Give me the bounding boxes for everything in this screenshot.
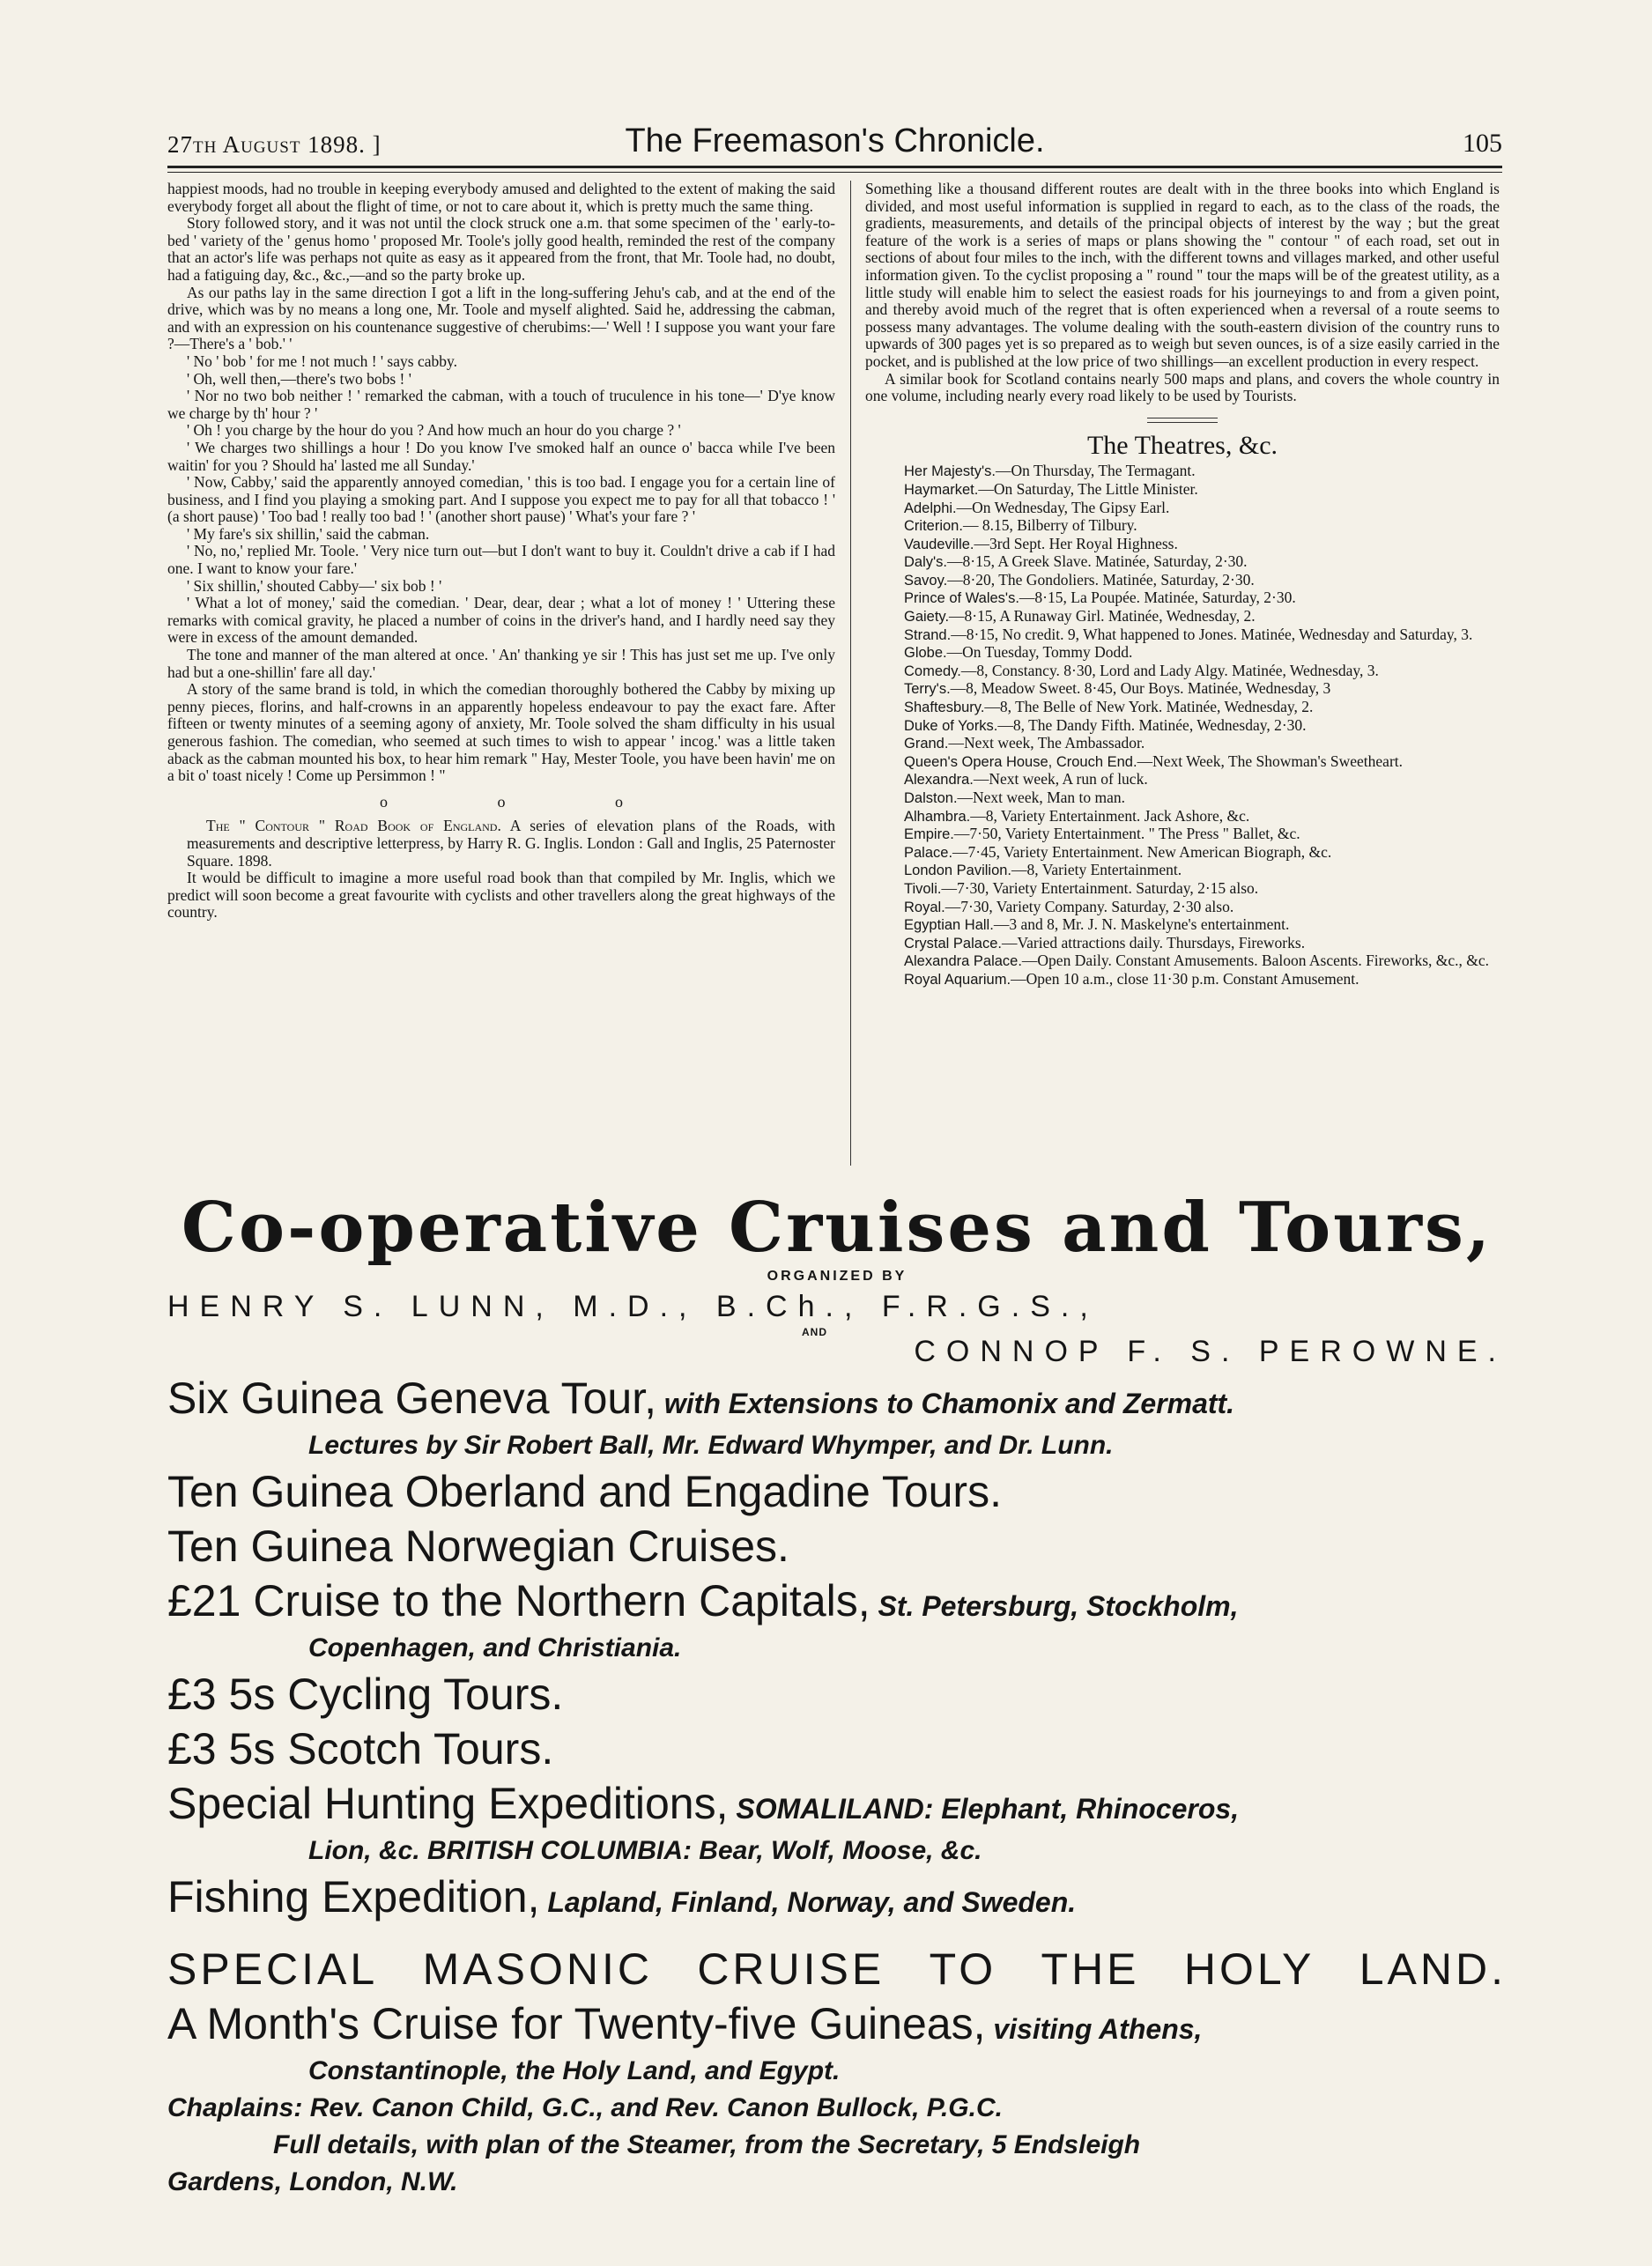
theatre-entry — [865, 826, 1500, 844]
hunting-cont: Lion, &c. BRITISH COLUMBIA: Bear, Wolf, Moose, &c. — [308, 1836, 982, 1865]
theatre-name: Empire. — [904, 826, 954, 843]
theatre-entry — [865, 553, 1500, 572]
article-paragraph: ' Oh, well then,—there's two bobs ! ' — [187, 369, 411, 388]
theatre-programme: —On Wednesday, The Gipsy Earl. — [956, 498, 1170, 516]
article-paragraph: ' No ' bob ' for me ! not much ! ' says cabby. — [187, 352, 457, 370]
masonic-heading-word: LAND. — [1359, 1944, 1507, 1994]
theatre-programme: —8, Constancy. 8·30, Lord and Lady Algy. Matinée, Wednesday, 3. — [960, 661, 1379, 679]
oberland-tours: Ten Guinea Oberland and Engadine Tours. — [167, 1467, 1002, 1516]
article-paragraph: Something like a thousand different routes are dealt with in the three books into which England is divided, and most useful information is supplied in regard to each, as to the class of the roads, the gradients, measurements, and details of the principal objects of interest by the way ; but the great feature of the work is a series of maps or plans showing the " contour " of each road, set out in sections of about four miles to the inch, with the different towns and villages marked, and other useful information given. To the cyclist proposing a " round " tour the maps will be of the greatest utility, as a little study will enable him to select the easiest roads for his journeyings to and from a given point, and thereby avoid much of the regret that is often experienced when a reversal of a route seems to possess many advantages. The volume dealing with the south-eastern division of the country runs to upwards of 300 pages yet is so prepared as to weigh but seven ounces, is of a size easily carried in the pocket, and is published at the low price of two shillings—an excellent production in every respect. — [865, 180, 1500, 370]
article-paragraph: ' Six shillin,' shouted Cabby—' six bob ! ' — [187, 576, 442, 595]
theatre-name: Terry's. — [904, 681, 951, 698]
theatre-programme: —7·30, Variety Entertainment. Saturday, 2·15 also. — [941, 878, 1259, 897]
theatre-programme: —8, Variety Entertainment. Jack Ashore, &c. — [970, 806, 1250, 825]
article-paragraph: A similar book for Scotland contains nearly 500 maps and plans, and covers the whole country in one volume, including nearly every road likely to be used by Tourists. — [865, 369, 1500, 405]
theatre-entry — [865, 808, 1500, 826]
theatre-entry — [865, 717, 1500, 736]
theatre-programme: —8, The Dandy Fifth. Matinée, Wednesday, 2·30. — [997, 715, 1307, 734]
article-paragraph: ' What a lot of money,' said the comedian. ' Dear, dear, dear ; what a lot of money ! ' Uttering these remarks with comical gravity, he placed a number of coins in the driver's hand, and I hardly need say they were in excess of the amount demanded. — [167, 594, 835, 647]
theatre-name: Haymarket. — [904, 481, 979, 498]
theatre-name: Queen's Opera House, Crouch End. — [904, 753, 1137, 770]
theatre-name: Royal. — [904, 899, 945, 915]
section-separator: o o o — [380, 792, 676, 811]
theatre-entry — [865, 644, 1500, 663]
theatre-programme: —8·20, The Gondoliers. Matinée, Saturday, 2·30. — [947, 570, 1255, 589]
northern-capitals-cont: Copenhagen, and Christiania. — [308, 1633, 682, 1662]
advertisement — [167, 1189, 1507, 2199]
article-paragraph: A story of the same brand is told, in which the comedian thoroughly bothered the Cabby by mixing up penny pieces, florins, and half-crowns in an apparently hopeless endeavour to pay the exact fare. After fifteen or twenty minutes of a seeming agony of anxiety, Mr. Toole solved the sham difficulty in his usual generous fashion. The comedian, who seemed at such times to wish to appear ' incog.' was a little taken aback as the cabman mounted his box, to hear him remark " Hay, Mester Toole, you have been havin' me on a bit o' toast nicely ! Come up Persimmon ! " — [167, 680, 835, 785]
article-paragraph: ' My fare's six shillin,' said the cabman. — [187, 524, 430, 543]
theatre-entry — [865, 626, 1500, 645]
theatre-programme: —Next Week, The Showman's Sweetheart. — [1137, 752, 1404, 770]
header-rule — [167, 166, 1502, 173]
theatre-name: Shaftesbury. — [904, 700, 985, 716]
theatre-name: Palace. — [904, 844, 953, 861]
fishing-expedition: Fishing Expedition, — [167, 1872, 540, 1922]
article-paragraph: As our paths lay in the same direction I got a lift in the long-suffering Jehu's cab, and at the end of the drive, which was by no means a long one, Mr. Toole and myself alighted. Said he, addressing the cabman, and with an expression on his countenance suggestive of cherubims:—' Well ! I suppose you want your fare ?—There's a ' bob.' ' — [167, 283, 835, 353]
theatre-programme: —8·15, A Greek Slave. Matinée, Saturday, 2·30. — [947, 552, 1248, 571]
fishing-countries: Lapland, Finland, Norway, and Sweden. — [539, 1886, 1077, 1918]
theatre-programme: — 8.15, Bilberry of Tilbury. — [962, 516, 1137, 535]
publication-title: The Freemason's Chronicle. — [625, 122, 1045, 159]
theatre-name: Tivoli. — [904, 880, 942, 897]
month-cruise: A Month's Cruise for Twenty-five Guineas, — [167, 1999, 986, 2048]
article-paragraph: ' No, no,' replied Mr. Toole. ' Very nice turn out—but I don't want to buy it. Couldn't drive a cab if I had one. I want to know your fare.' — [167, 542, 835, 578]
book-title: The " Contour " Road Book of England. — [206, 817, 501, 835]
theatre-name: Vaudeville. — [904, 536, 974, 552]
geneva-tour-line — [167, 1373, 1507, 1429]
theatre-programme: —8, The Belle of New York. Matinée, Wednesday, 2. — [984, 698, 1314, 716]
theatre-entry — [865, 536, 1500, 554]
organizer-lunn: HENRY S. LUNN, M.D., B.Ch., F.R.G.S., — [167, 1290, 1099, 1323]
masonic-heading-word: MASONIC — [422, 1944, 653, 1994]
theatre-name: Globe. — [904, 645, 947, 662]
article-paragraph: Story followed story, and it was not until the clock struck one a.m. that some specimen of the ' early-to-bed ' variety of the ' genus homo ' proposed Mr. Toole's jolly good health, reminded the rest of the company that an actor's life was perhaps not quite as easy as it appeared from the front, that Mr. Toole had, no doubt, had a fatiguing day, &c., &c.,—and so the party broke up. — [167, 214, 835, 284]
theatre-programme: —8, Variety Entertainment. — [1011, 861, 1182, 879]
advert-title: Co-operative Cruises and Tours, — [181, 1188, 1493, 1268]
theatre-entry — [865, 935, 1500, 953]
northern-capitals-line — [167, 1575, 1507, 1632]
theatre-entry — [865, 589, 1500, 608]
theatre-entry — [865, 862, 1500, 880]
geneva-extensions: with Extensions to Chamonix and Zermatt. — [656, 1388, 1235, 1419]
theatre-name: London Pavilion. — [904, 863, 1012, 879]
theatre-name: Strand. — [904, 626, 952, 643]
theatre-programme: —On Tuesday, Tommy Dodd. — [946, 643, 1133, 662]
theatre-programme: —8·15, A Runaway Girl. Matinée, Wednesday, 2. — [949, 607, 1256, 626]
article-paragraph: ' We charges two shillings a hour ! Do you know I've smoked half an ounce o' bacca while I've been waitin' for you ? Should ha' lasted me all Sunday.' — [167, 438, 835, 474]
page-header — [167, 123, 1502, 164]
theatre-entry — [865, 699, 1500, 717]
theatre-entry — [865, 952, 1500, 971]
hunting-somaliland: SOMALILAND: Elephant, Rhinoceros, — [728, 1793, 1240, 1825]
theatre-programme: —3rd Sept. Her Royal Highness. — [974, 534, 1178, 552]
theatre-name: Her Majesty's. — [904, 463, 996, 480]
details-line-1: Full details, with plan of the Steamer, from the Secretary, 5 Endsleigh — [273, 2130, 1141, 2159]
hunting-expeditions: Special Hunting Expeditions, — [167, 1779, 729, 1828]
theatre-programme: —Varied attractions daily. Thursdays, Fireworks. — [1001, 933, 1306, 952]
month-cruise-line — [167, 1998, 1507, 2055]
theatre-entry — [865, 572, 1500, 590]
theatre-name: Duke of Yorks. — [904, 717, 998, 734]
theatre-name: Savoy. — [904, 572, 948, 589]
theatre-programme: —Next week, A run of luck. — [973, 770, 1148, 789]
theatre-entry — [865, 880, 1500, 899]
northern-capitals-cities: St. Petersburg, Stockholm, — [870, 1590, 1239, 1622]
theatre-name: Prince of Wales's. — [904, 590, 1019, 607]
theatre-programme: —Next week, Man to man. — [957, 789, 1126, 806]
theatre-entry — [865, 844, 1500, 863]
theatre-entry — [865, 771, 1500, 789]
theatre-entry — [865, 789, 1500, 808]
theatre-entry — [865, 608, 1500, 626]
theatre-programme: —On Thursday, The Termagant. — [996, 462, 1196, 480]
theatre-entry — [865, 680, 1500, 699]
section-rule — [1147, 418, 1218, 423]
theatre-name: Daly's. — [904, 554, 947, 571]
theatre-name: Dalston. — [904, 790, 958, 806]
theatre-entry — [865, 463, 1500, 481]
theatre-name: Alhambra. — [904, 808, 971, 825]
organized-by-label: ORGANIZED BY — [767, 1269, 907, 1284]
masonic-cruise-heading — [167, 1944, 1507, 1995]
theatre-name: Alexandra Palace. — [904, 953, 1022, 970]
article-paragraph: happiest moods, had no trouble in keeping everybody amused and delighted to the extent of making the said everybody forget all about the flight of time, or not to care about it, which is pretty much the same thing. — [167, 180, 835, 215]
article-paragraph: It would be difficult to imagine a more useful road book than that compiled by Mr. Inglis, which we predict will soon become a great favourite with cyclists and other travellers along the great highways of the country. — [167, 869, 835, 922]
theatre-entry — [865, 971, 1500, 989]
theatre-name: Criterion. — [904, 518, 963, 535]
masonic-heading-word: SPECIAL — [167, 1944, 379, 1994]
hunting-line — [167, 1778, 1507, 1834]
northern-capitals: £21 Cruise to the Northern Capitals, — [167, 1576, 870, 1625]
theatre-programme: —8·15, La Poupée. Matinée, Saturday, 2·30. — [1019, 589, 1296, 607]
theatre-programme: —On Saturday, The Little Minister. — [978, 479, 1198, 498]
fishing-line — [167, 1871, 1507, 1928]
theatre-programme: —Open 10 a.m., close 11·30 p.m. Constant Amusement. — [1011, 969, 1359, 988]
theatre-programme: —8·15, No credit. 9, What happened to Jones. Matinée, Wednesday and Saturday, 3. — [951, 625, 1473, 643]
theatre-programme: —Next week, The Ambassador. — [948, 734, 1145, 752]
theatre-entry — [865, 481, 1500, 500]
theatre-entry — [865, 500, 1500, 518]
article-paragraph: ' Oh ! you charge by the hour do you ? And how much an hour do you charge ? ' — [187, 421, 681, 440]
theatre-list — [865, 463, 1500, 989]
theatre-entry — [865, 517, 1500, 536]
masonic-heading-word: THE — [1041, 1944, 1140, 1994]
norwegian-cruises: Ten Guinea Norwegian Cruises. — [167, 1522, 789, 1571]
theatre-entry — [865, 753, 1500, 772]
left-column — [167, 181, 835, 922]
theatre-name: Comedy. — [904, 663, 961, 679]
page-number: 105 — [1463, 129, 1502, 158]
book-reference — [167, 818, 835, 870]
theatre-entry — [865, 899, 1500, 917]
theatre-entry — [865, 916, 1500, 935]
theatre-entry — [865, 663, 1500, 681]
theatre-name: Egyptian Hall. — [904, 917, 994, 934]
article-paragraph: The tone and manner of the man altered at once. ' An' thanking ye sir ! This has just set me up. I've only had but a one-shillin' fare all day.' — [167, 646, 835, 681]
theatre-programme: —3 and 8, Mr. J. N. Maskelyne's entertainment. — [993, 915, 1290, 934]
theatre-programme: —7·30, Variety Company. Saturday, 2·30 also. — [945, 897, 1234, 915]
organizer-perowne: CONNOP F. S. PEROWNE. — [914, 1335, 1507, 1368]
cycling-tours: £3 5s Cycling Tours. — [167, 1670, 564, 1719]
theatres-heading: The Theatres, &c. — [1086, 430, 1278, 460]
masonic-heading-word: HOLY — [1183, 1944, 1315, 1994]
month-cruise-cont: Constantinople, the Holy Land, and Egypt. — [308, 2056, 841, 2085]
theatre-programme: —7·45, Variety Entertainment. New American Biograph, &c. — [952, 842, 1332, 861]
theatre-name: Royal Aquarium. — [904, 971, 1011, 988]
theatre-name: Grand. — [904, 736, 949, 752]
details-line-2: Gardens, London, N.W. — [167, 2167, 458, 2196]
masonic-heading-word: TO — [929, 1944, 997, 1994]
article-paragraph: ' Now, Cabby,' said the apparently annoyed comedian, ' this is too bad. I engage you for a certain line of business, and I find you playing a smoking part. And I suppose you expect me to pay for all that tobacco ! ' (a short pause) ' Too bad ! really too bad ! ' (another short pause) ' What's your fare ? ' — [167, 473, 835, 526]
theatre-programme: —Open Daily. Constant Amusements. Baloon Ascents. Fireworks, &c., &c. — [1021, 952, 1490, 970]
month-cruise-visiting: visiting Athens, — [985, 2013, 1203, 2045]
theatre-name: Crystal Palace. — [904, 935, 1002, 952]
theatre-programme: —7·50, Variety Entertainment. " The Press " Ballet, &c. — [953, 825, 1300, 843]
chaplains: Chaplains: Rev. Canon Child, G.C., and Rev. Canon Bullock, P.G.C. — [167, 2093, 1003, 2122]
book-description: A series of elevation plans of the Roads, with measurements and descriptive letterpress, by Harry R. G. Inglis. London : Gall and Inglis, 25 Paternoster Square. 1898. — [187, 817, 835, 870]
right-column — [865, 181, 1500, 989]
theatre-programme: —8, Meadow Sweet. 8·45, Our Boys. Matinée, Wednesday, 3 — [950, 679, 1331, 698]
theatre-entry — [865, 735, 1500, 753]
theatre-name: Alexandra. — [904, 772, 974, 789]
masonic-heading-word: CRUISE — [697, 1944, 885, 1994]
and-label: AND — [802, 1326, 827, 1338]
theatre-name: Gaiety. — [904, 609, 950, 626]
scotch-tours: £3 5s Scotch Tours. — [167, 1724, 554, 1774]
issue-date: 27th August 1898. ] — [167, 131, 382, 158]
theatre-name: Adelphi. — [904, 500, 957, 516]
geneva-tour: Six Guinea Geneva Tour, — [167, 1374, 656, 1423]
geneva-lectures: Lectures by Sir Robert Ball, Mr. Edward Whymper, and Dr. Lunn. — [308, 1431, 1114, 1460]
article-paragraph: ' Nor no two bob neither ! ' remarked the cabman, with a touch of truculence in his tone—' D'ye know we charge by th' hour ? ' — [167, 387, 835, 422]
column-divider — [850, 181, 851, 1166]
